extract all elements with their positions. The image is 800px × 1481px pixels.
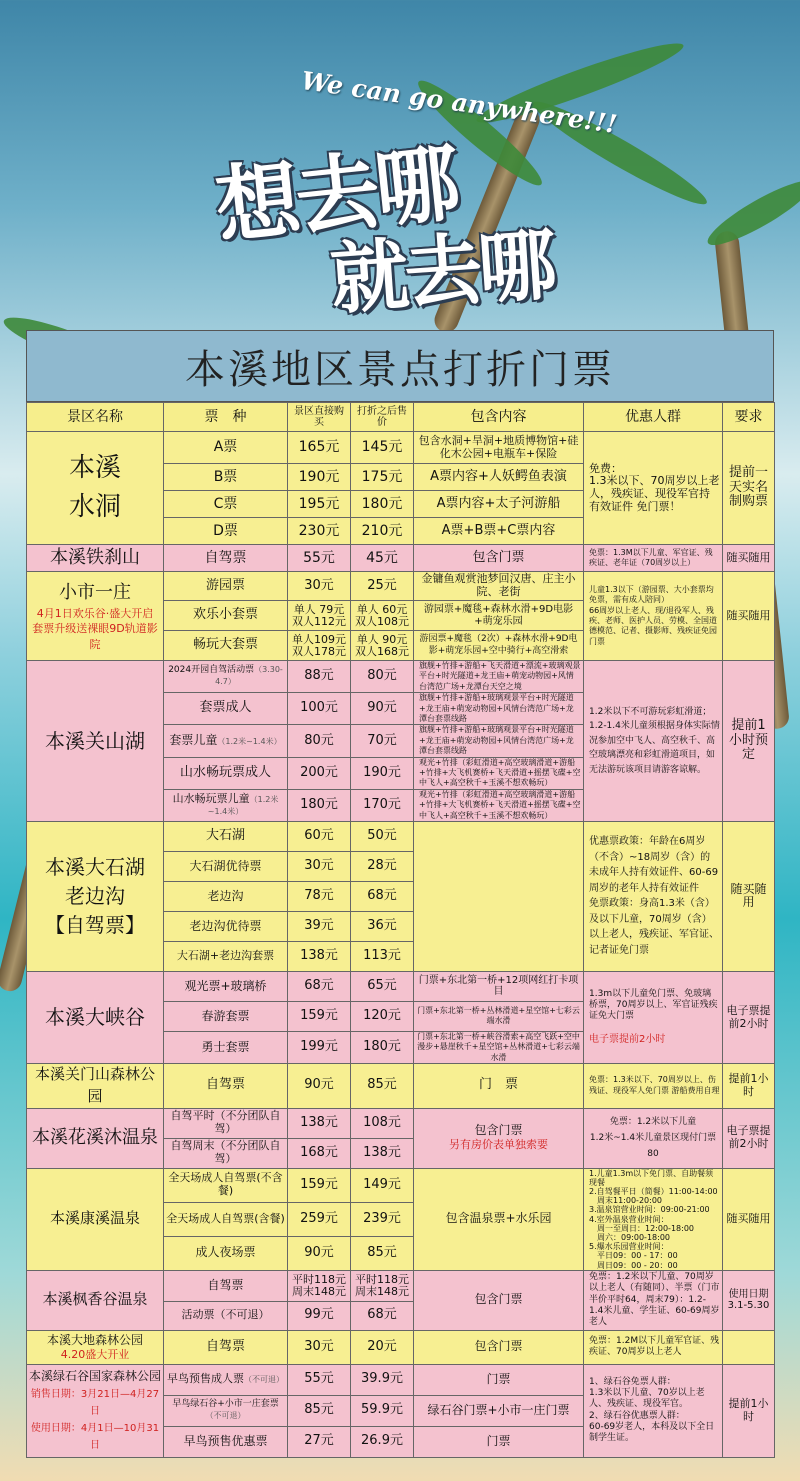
orig-price: 68元 — [288, 971, 351, 1001]
orig-price: 90元 — [288, 1236, 351, 1270]
sale-price: 68元 — [351, 881, 414, 911]
ticket-type: 游园票 — [164, 572, 288, 601]
orig-price: 78元 — [288, 881, 351, 911]
sale-price: 210元 — [351, 518, 414, 545]
ticket-content: 绿石谷门票+小市一庄门票 — [414, 1395, 584, 1426]
ticket-type: 自驾平时（不分团队自驾） — [164, 1108, 288, 1138]
spot-name: 本溪花溪沐温泉 — [27, 1108, 164, 1168]
spot-name: 本溪绿石谷国家森林公园 销售日期：3月21日—4月27日 使用日期：4月1日—10月31日 — [27, 1364, 164, 1457]
ticket-type: 大石湖 — [164, 821, 288, 851]
ticket-content: 包含水洞+旱洞+地质博物馆+硅化木公园+电瓶车+保险 — [414, 432, 584, 464]
header-content: 包含内容 — [414, 403, 584, 432]
discount-info: 1、绿石谷免票人群： 1.3米以下儿童、70岁以上老人、残疾证、现役军官。 2、绿石谷优惠票人群： 60-69岁老人，本科及以下全日制学生证。 — [584, 1364, 723, 1457]
sale-price: 239元 — [351, 1202, 414, 1236]
discount-info: 1.2米以下不可游玩彩虹滑道； 1.2-1.4米儿童须根据身体实际情况参加空中飞人、高空秋千、高空玻璃漂亮和彩虹滑道项目，如无法游玩该项目请游客谅解。 — [584, 661, 723, 822]
sale-price: 175元 — [351, 464, 414, 491]
orig-price: 99元 — [288, 1301, 351, 1330]
ticket-type: 早鸟绿石谷+小市一庄套票（不可退） — [164, 1395, 288, 1426]
ticket-content: 旗舰+竹排+游船+玻璃观景平台+时光隧道+龙王庙+萌宠动物园+风情台湾范广场+龙潭台套票线路 — [414, 725, 584, 757]
orig-price: 100元 — [288, 693, 351, 725]
sale-price: 20元 — [351, 1330, 414, 1364]
orig-price: 55元 — [288, 1364, 351, 1395]
ticket-type: 成人夜场票 — [164, 1236, 288, 1270]
hero-banner — [0, 0, 800, 330]
ticket-type: 早鸟预售优惠票 — [164, 1426, 288, 1457]
orig-price: 200元 — [288, 757, 351, 789]
ticket-type: 自驾票 — [164, 1330, 288, 1364]
orig-price: 30元 — [288, 572, 351, 601]
header-price: 打折之后售价 — [351, 403, 414, 432]
ticket-content: 旗舰+竹排+游船+飞天滑道+漂流+玻璃观景平台+时光隧道+龙王庙+萌宠动物园+风情台湾范广场+龙潭台天空之境 — [414, 661, 584, 693]
ticket-content: 门票+东北第一桥+峡谷滑索+高空飞跃+空中漫步+悬崖秋千+星空馆+丛林滑道+七彩云端水滑 — [414, 1031, 584, 1063]
header-req: 要求 — [723, 403, 775, 432]
ticket-type: 畅玩大套票 — [164, 631, 288, 661]
requirement-empty — [723, 1330, 775, 1364]
spot-name: 本溪大峡谷 — [27, 971, 164, 1063]
orig-price: 80元 — [288, 725, 351, 757]
ticket-content: A票内容+太子河游船 — [414, 491, 584, 518]
sale-price: 36元 — [351, 911, 414, 941]
ticket-type: 活动票（不可退） — [164, 1301, 288, 1330]
spot-name: 本溪大石湖 老边沟 【自驾票】 — [27, 821, 164, 971]
sale-price: 平时118元 周末148元 — [351, 1270, 414, 1301]
table-header-row — [27, 403, 775, 432]
table-row — [27, 821, 775, 851]
ticket-type: D票 — [164, 518, 288, 545]
spot-name: 本溪关山湖 — [27, 661, 164, 822]
sale-price: 180元 — [351, 1031, 414, 1063]
ticket-content: 门票 — [414, 1426, 584, 1457]
ticket-type: 套票儿童（1.2米~1.4米） — [164, 725, 288, 757]
orig-price: 60元 — [288, 821, 351, 851]
ticket-type: 套票成人 — [164, 693, 288, 725]
table-row — [27, 1270, 775, 1301]
orig-price: 138元 — [288, 941, 351, 971]
ticket-type: 欢乐小套票 — [164, 601, 288, 631]
ticket-type: 自驾票 — [164, 1064, 288, 1109]
discount-info: 儿童1.3以下（游园票、大小套票均免票，需有成人陪同） 66周岁以上老人、现/退役军人、残疾、老师、医护人员、劳模、全国道德模范、记者、摄影师、残疾证免园门票 — [584, 572, 723, 661]
sale-price: 70元 — [351, 725, 414, 757]
ticket-content: 包含门票 — [414, 1270, 584, 1330]
ticket-type: B票 — [164, 464, 288, 491]
table-row — [27, 545, 775, 572]
sale-price: 65元 — [351, 971, 414, 1001]
orig-price: 138元 — [288, 1108, 351, 1138]
sale-price: 单人 90元 双人168元 — [351, 631, 414, 661]
orig-price: 165元 — [288, 432, 351, 464]
ticket-type: 全天场成人自驾票(含餐) — [164, 1202, 288, 1236]
sale-price: 138元 — [351, 1138, 414, 1168]
requirement: 电子票提前2小时 — [723, 1108, 775, 1168]
ticket-content: 观光+竹排（彩虹滑道+高空玻璃滑道+游船+竹排+大飞机赛桥+飞天滑道+摇摆飞碟+空中飞人+高空秋千+玉溪不想欢畅玩） — [414, 757, 584, 789]
requirement: 提前1小时 — [723, 1064, 775, 1109]
spot-name: 小市一庄 4月1日欢乐谷·盛大开启 套票升级送裸眼9D轨道影院 — [27, 572, 164, 661]
discount-info: 免票：1.3米以下、70周岁以上、伤残证、现役军人免门票 游船费用自理 — [584, 1064, 723, 1109]
ticket-type: 全天场成人自驾票(不含餐) — [164, 1168, 288, 1202]
sale-price: 28元 — [351, 851, 414, 881]
ticket-content: 门票+东北第一桥+丛林滑道+星空馆+七彩云端水滑 — [414, 1001, 584, 1031]
discount-info: 1.儿童1.3m以下免门票、自助餐须现餐 2.自驾餐平日（简餐）11:00-14:00 周末11:00-20:00 3.温泉馆营业时间：09:00-21:00 4.室外温泉营业时间： 周一至周日：12:00-18:00 周六：09:00-18:00 5.爆水乐园营业时间： 平日09：00 - 17：00 周日09：00 - 20：00 — [584, 1168, 723, 1270]
discount-info: 免票：1.3M以下儿童、军官证、残疾证、老年证（70周岁以上） — [584, 545, 723, 572]
table-row — [27, 661, 775, 693]
hero-slogan: We can go anywhere!!! — [299, 65, 619, 140]
discount-info: 优惠票政策：年龄在6周岁（不含）~18周岁（含）的未成年人持有效证件、60-69周岁的老年人持有效证件 免票政策：身高1.3米（含）及以下儿童，70周岁（含）以上老人，残疾证、军官证、记者证免门票 — [584, 821, 723, 971]
orig-price: 27元 — [288, 1426, 351, 1457]
sale-price: 90元 — [351, 693, 414, 725]
spot-name: 本溪康溪温泉 — [27, 1168, 164, 1270]
orig-price: 55元 — [288, 545, 351, 572]
sale-price: 170元 — [351, 789, 414, 821]
ticket-type: 2024开园自驾活动票（3.30-4.7） — [164, 661, 288, 693]
spot-name: 本溪关门山森林公园 — [27, 1064, 164, 1109]
ticket-content: A票内容+人妖鳄鱼表演 — [414, 464, 584, 491]
orig-price: 168元 — [288, 1138, 351, 1168]
ticket-content: 游园票+魔毯+森林水滑+9D电影+萌宠乐园 — [414, 601, 584, 631]
orig-price: 230元 — [288, 518, 351, 545]
table-row — [27, 1330, 775, 1364]
orig-price: 259元 — [288, 1202, 351, 1236]
ticket-type: 早鸟预售成人票（不可退） — [164, 1364, 288, 1395]
requirement: 随买随用 — [723, 821, 775, 971]
header-name: 景区名称 — [27, 403, 164, 432]
sale-price: 180元 — [351, 491, 414, 518]
ticket-content: 包含门票 — [414, 545, 584, 572]
ticket-content: 门票 — [414, 1364, 584, 1395]
ticket-content: 金镛鱼观赏池梦回汉唐、庄主小院、老街 — [414, 572, 584, 601]
spot-name: 本溪 水洞 — [27, 432, 164, 545]
table-row — [27, 572, 775, 601]
ticket-type: 山水畅玩票成人 — [164, 757, 288, 789]
ticket-type: 勇士套票 — [164, 1031, 288, 1063]
table-row — [27, 1364, 775, 1395]
ticket-type: 春游套票 — [164, 1001, 288, 1031]
ticket-type: 老边沟 — [164, 881, 288, 911]
sale-price: 85元 — [351, 1064, 414, 1109]
table-row — [27, 971, 775, 1001]
sale-price: 145元 — [351, 432, 414, 464]
requirement: 提前一天实名制购票 — [723, 432, 775, 545]
sale-price: 50元 — [351, 821, 414, 851]
ticket-type: A票 — [164, 432, 288, 464]
ticket-type: 自驾周末（不分团队自驾） — [164, 1138, 288, 1168]
sale-price: 120元 — [351, 1001, 414, 1031]
ticket-type: 山水畅玩票儿童（1.2米~1.4米） — [164, 789, 288, 821]
ticket-content: 包含门票 — [414, 1330, 584, 1364]
orig-price: 平时118元 周末148元 — [288, 1270, 351, 1301]
orig-price: 90元 — [288, 1064, 351, 1109]
sale-price: 113元 — [351, 941, 414, 971]
ticket-content: 包含温泉票+水乐园 — [414, 1168, 584, 1270]
ticket-type: 自驾票 — [164, 545, 288, 572]
spot-name: 本溪枫香谷温泉 — [27, 1270, 164, 1330]
sale-price: 25元 — [351, 572, 414, 601]
hero-headline-1: 想去哪 — [211, 133, 461, 257]
orig-price: 88元 — [288, 661, 351, 693]
table-row — [27, 1168, 775, 1202]
ticket-content: 观光+竹排（彩虹滑道+高空玻璃滑道+游船+竹排+大飞机赛桥+飞天滑道+摇摆飞碟+空中飞人+高空秋千+玉溪不想欢畅玩） — [414, 789, 584, 821]
hero-headline-2: 就去哪 — [327, 220, 556, 326]
sale-price: 26.9元 — [351, 1426, 414, 1457]
orig-price: 180元 — [288, 789, 351, 821]
orig-price: 39元 — [288, 911, 351, 941]
orig-price: 30元 — [288, 1330, 351, 1364]
ticket-type: 观光票+玻璃桥 — [164, 971, 288, 1001]
sale-price: 39.9元 — [351, 1364, 414, 1395]
orig-price: 单人109元 双人178元 — [288, 631, 351, 661]
table-row — [27, 1108, 775, 1138]
ticket-type: 自驾票 — [164, 1270, 288, 1301]
header-discount: 优惠人群 — [584, 403, 723, 432]
discount-info: 免票：1.2M以下儿童军官证、残疾证、70周岁以上老人 — [584, 1330, 723, 1364]
requirement: 电子票提前2小时 — [723, 971, 775, 1063]
orig-price: 199元 — [288, 1031, 351, 1063]
ticket-content: 门票+东北第一桥+12项网红打卡项目 — [414, 971, 584, 1001]
sale-price: 85元 — [351, 1236, 414, 1270]
ticket-content: 包含门票 另有房价表单独索要 — [414, 1108, 584, 1168]
sale-price: 190元 — [351, 757, 414, 789]
orig-price: 190元 — [288, 464, 351, 491]
page-title: 本溪地区景点打折门票 — [26, 330, 774, 402]
discount-info: 免票：1.2米以下儿童 1.2米~1.4米儿童景区现付门票80 — [584, 1108, 723, 1168]
ticket-type: 大石湖优待票 — [164, 851, 288, 881]
ticket-type: C票 — [164, 491, 288, 518]
sale-price: 80元 — [351, 661, 414, 693]
table-row — [27, 1064, 775, 1109]
ticket-content-empty — [414, 821, 584, 971]
ticket-table — [26, 402, 775, 1458]
requirement: 使用日期3.1-5.30 — [723, 1270, 775, 1330]
orig-price: 159元 — [288, 1168, 351, 1202]
orig-price: 单人 79元 双人112元 — [288, 601, 351, 631]
discount-info: 1.3m以下儿童免门票、免玻璃桥票，70周岁以上、军官证残疾证免大门票 电子票提前2小时 — [584, 971, 723, 1063]
requirement: 随买随用 — [723, 1168, 775, 1270]
header-orig: 景区直接购买 — [288, 403, 351, 432]
sale-price: 45元 — [351, 545, 414, 572]
orig-price: 195元 — [288, 491, 351, 518]
spot-name: 本溪铁刹山 — [27, 545, 164, 572]
sale-price: 59.9元 — [351, 1395, 414, 1426]
requirement: 随买随用 — [723, 572, 775, 661]
sale-price: 单人 60元 双人108元 — [351, 601, 414, 631]
requirement: 提前1小时预定 — [723, 661, 775, 822]
sale-price: 108元 — [351, 1108, 414, 1138]
ticket-type: 老边沟优待票 — [164, 911, 288, 941]
table-row — [27, 432, 775, 464]
sale-price: 68元 — [351, 1301, 414, 1330]
ticket-content: 门 票 — [414, 1064, 584, 1109]
discount-info: 免票：1.2米以下儿童、70周岁以上老人（有随同）、半票（门市半价平时64，周末79）：1.2-1.4米儿童、学生证、60-69周岁老人 — [584, 1270, 723, 1330]
ticket-card — [26, 330, 774, 1480]
header-type: 票 种 — [164, 403, 288, 432]
spot-name: 本溪大地森林公园 4.20盛大开业 — [27, 1330, 164, 1364]
requirement: 提前1小时 — [723, 1364, 775, 1457]
orig-price: 159元 — [288, 1001, 351, 1031]
sale-price: 149元 — [351, 1168, 414, 1202]
ticket-content: 旗舰+竹排+游船+玻璃观景平台+时光隧道+龙王庙+萌宠动物园+风情台湾范广场+龙潭台套票线路 — [414, 693, 584, 725]
orig-price: 30元 — [288, 851, 351, 881]
orig-price: 85元 — [288, 1395, 351, 1426]
ticket-content: A票+B票+C票内容 — [414, 518, 584, 545]
ticket-type: 大石湖+老边沟套票 — [164, 941, 288, 971]
requirement: 随买随用 — [723, 545, 775, 572]
ticket-content: 游园票+魔毯（2次）+森林水滑+9D电影+萌宠乐园+空中骑行+高空滑索 — [414, 631, 584, 661]
discount-info: 免费： 1.3米以下、70周岁以上老人，残疾证、现役军官持有效证件 免门票！ — [584, 432, 723, 545]
